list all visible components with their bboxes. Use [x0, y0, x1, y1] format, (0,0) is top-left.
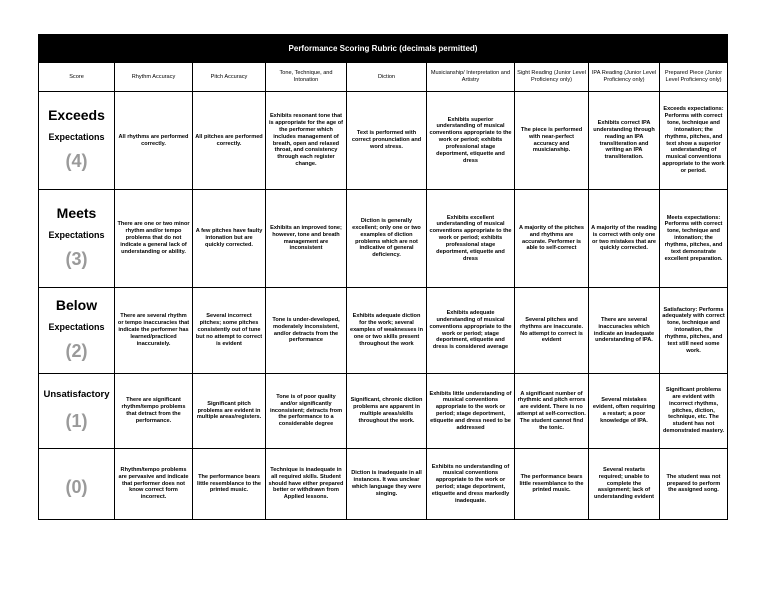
level-title: Unsatisfactory	[43, 389, 110, 401]
cell-tone: Technique is inadequate in all required skills. Student should have either prepared better or withdrawn from Applied lessons.	[266, 449, 347, 520]
cell-prepared-piece: Meets expectations: Performs with correct tone, technique and intonation; the rhythms, pitches, and text demonstrate excellent preparation.	[660, 190, 728, 288]
cell-tone: Exhibits resonant tone that is appropriate for the age of the performer which includes management of breath, open and relaxed throat, and consistency through each register change.	[266, 92, 347, 190]
cell-rhythm: There are several rhythm or tempo inaccuracies that indicate the performer has learned/practiced inaccurately.	[115, 288, 193, 374]
cell-musicianship: Exhibits adequate understanding of musical conventions appropriate to the work or period; stage deportment, etiquette and dress is considered average	[427, 288, 515, 374]
header-pitch: Pitch Accuracy	[193, 63, 266, 92]
cell-rhythm: There are significant rhythm/tempo problems that detract from the performance.	[115, 374, 193, 449]
cell-rhythm: There are one or two minor rhythm and/or tempo problems that do not indicate a general lack of understanding or ability.	[115, 190, 193, 288]
level-number: (0)	[65, 477, 88, 498]
table-row	[39, 374, 728, 449]
header-rhythm: Rhythm Accuracy	[115, 63, 193, 92]
cell-rhythm: All rhythms are performed correctly.	[115, 92, 193, 190]
scoring-rubric-table	[38, 34, 728, 520]
header-musicianship: Musicianship/ Interpretation and Artistry	[427, 63, 515, 92]
cell-ipa-reading: Exhibits correct IPA understanding through reading an IPA transliteration and writing an IPA transliteration.	[589, 92, 660, 190]
score-level-below	[39, 288, 115, 374]
level-subtitle: Expectations	[48, 131, 105, 142]
cell-ipa-reading: Several mistakes evident, often requiring a restart; a poor knowledge of IPA.	[589, 374, 660, 449]
cell-sight-reading: A majority of the pitches and rhythms are accurate. Performer is able to self-correct	[515, 190, 589, 288]
cell-pitch: Several incorrect pitches; some pitches consistently out of tune but no attempt to correct is evident	[193, 288, 266, 374]
cell-ipa-reading: There are several inaccuracies which indicate an inadequate understanding of IPA.	[589, 288, 660, 374]
header-sight-reading: Sight Reading (Junior Level Proficiency only)	[515, 63, 589, 92]
cell-tone: Exhibits an improved tone; however, tone and breath management are inconsistent	[266, 190, 347, 288]
cell-prepared-piece: The student was not prepared to perform the assigned song.	[660, 449, 728, 520]
cell-pitch: The performance bears little resemblance to the printed music.	[193, 449, 266, 520]
level-number: (2)	[65, 340, 88, 361]
rubric-title: Performance Scoring Rubric (decimals permitted)	[39, 35, 728, 63]
cell-tone: Tone is of poor quality and/or significantly inconsistent; detracts from the performance to a considerable degree	[266, 374, 347, 449]
cell-pitch: A few pitches have faulty intonation but are quickly corrected.	[193, 190, 266, 288]
cell-musicianship: Exhibits excellent understanding of musical conventions appropriate to the work or period; exhibits professional stage deportment, etiquette and dress	[427, 190, 515, 288]
level-title: Below	[55, 297, 98, 314]
cell-sight-reading: Several pitches and rhythms are inaccurate. No attempt to correct is evident	[515, 288, 589, 374]
table-row	[39, 288, 728, 374]
cell-sight-reading: The performance bears little resemblance to the printed music.	[515, 449, 589, 520]
score-level-meets	[39, 190, 115, 288]
header-ipa-reading: IPA Reading (Junior Level Proficiency only)	[589, 63, 660, 92]
cell-ipa-reading: Several restarts required; unable to complete the assignment; lack of understanding evident	[589, 449, 660, 520]
header-row	[39, 63, 728, 92]
cell-musicianship: Exhibits little understanding of musical conventions appropriate to the work or period; stage deportment, etiquette and dress need to be addressed	[427, 374, 515, 449]
header-diction: Diction	[347, 63, 427, 92]
cell-diction: Exhibits adequate diction for the work; several examples of weaknesses in one or two skills present throughout the work	[347, 288, 427, 374]
table-row	[39, 449, 728, 520]
level-number: (4)	[65, 150, 88, 171]
cell-prepared-piece: Significant problems are evident with incorrect rhythms, pitches, diction, technique, etc. The student has not demonstrated mastery.	[660, 374, 728, 449]
cell-musicianship: Exhibits no understanding of musical conventions appropriate to the work or period; stage deportment, etiquette and dress markedly inadequate.	[427, 449, 515, 520]
cell-diction: Text is performed with correct pronunciation and word stress.	[347, 92, 427, 190]
cell-pitch: Significant pitch problems are evident in multiple areas/registers.	[193, 374, 266, 449]
title-row	[39, 35, 728, 63]
score-level-zero	[39, 449, 115, 520]
cell-sight-reading: A significant number of rhythmic and pitch errors are evident. There is no attempt at self-correction. The student cannot find the tonic.	[515, 374, 589, 449]
level-title: Meets	[56, 205, 97, 222]
level-number: (1)	[65, 410, 88, 431]
header-score: Score	[39, 63, 115, 92]
level-title: Exceeds	[48, 107, 105, 124]
cell-tone: Tone is under-developed, moderately inconsistent, and/or detracts from the performance	[266, 288, 347, 374]
level-subtitle: Expectations	[48, 321, 105, 332]
cell-pitch: All pitches are performed correctly.	[193, 92, 266, 190]
header-prepared-piece: Prepared Piece (Junior Level Proficiency only)	[660, 63, 728, 92]
cell-prepared-piece: Satisfactory: Performs adequately with correct tone, technique and intonation, the rhythms, pitches, and text still need some work.	[660, 288, 728, 374]
header-tone: Tone, Technique, and Intonation	[266, 63, 347, 92]
cell-sight-reading: The piece is performed with near-perfect accuracy and musicianship.	[515, 92, 589, 190]
table-row	[39, 190, 728, 288]
cell-diction: Significant, chronic diction problems are apparent in multiple areas/skills throughout the work.	[347, 374, 427, 449]
cell-musicianship: Exhibits superior understanding of musical conventions appropriate to the work or period; exhibits professional stage deportment, etiquette and dress	[427, 92, 515, 190]
cell-ipa-reading: A majority of the reading is correct with only one or two mistakes that are quickly corrected.	[589, 190, 660, 288]
level-number: (3)	[65, 248, 88, 269]
cell-rhythm: Rhythm/tempo problems are pervasive and indicate that performer does not know correct form incorrect.	[115, 449, 193, 520]
level-subtitle: Expectations	[48, 229, 105, 240]
cell-diction: Diction is inadequate in all instances. It was unclear which language they were singing.	[347, 449, 427, 520]
score-level-unsatisfactory	[39, 374, 115, 449]
score-level-exceeds	[39, 92, 115, 190]
table-row	[39, 92, 728, 190]
cell-prepared-piece: Exceeds expectations: Performs with correct tone, technique and intonation; the rhythms, pitches, and text show a superior understanding of musical conventions appropriate to the work or period.	[660, 92, 728, 190]
cell-diction: Diction is generally excellent; only one or two examples of diction problems which are not indicative of general deficiency.	[347, 190, 427, 288]
